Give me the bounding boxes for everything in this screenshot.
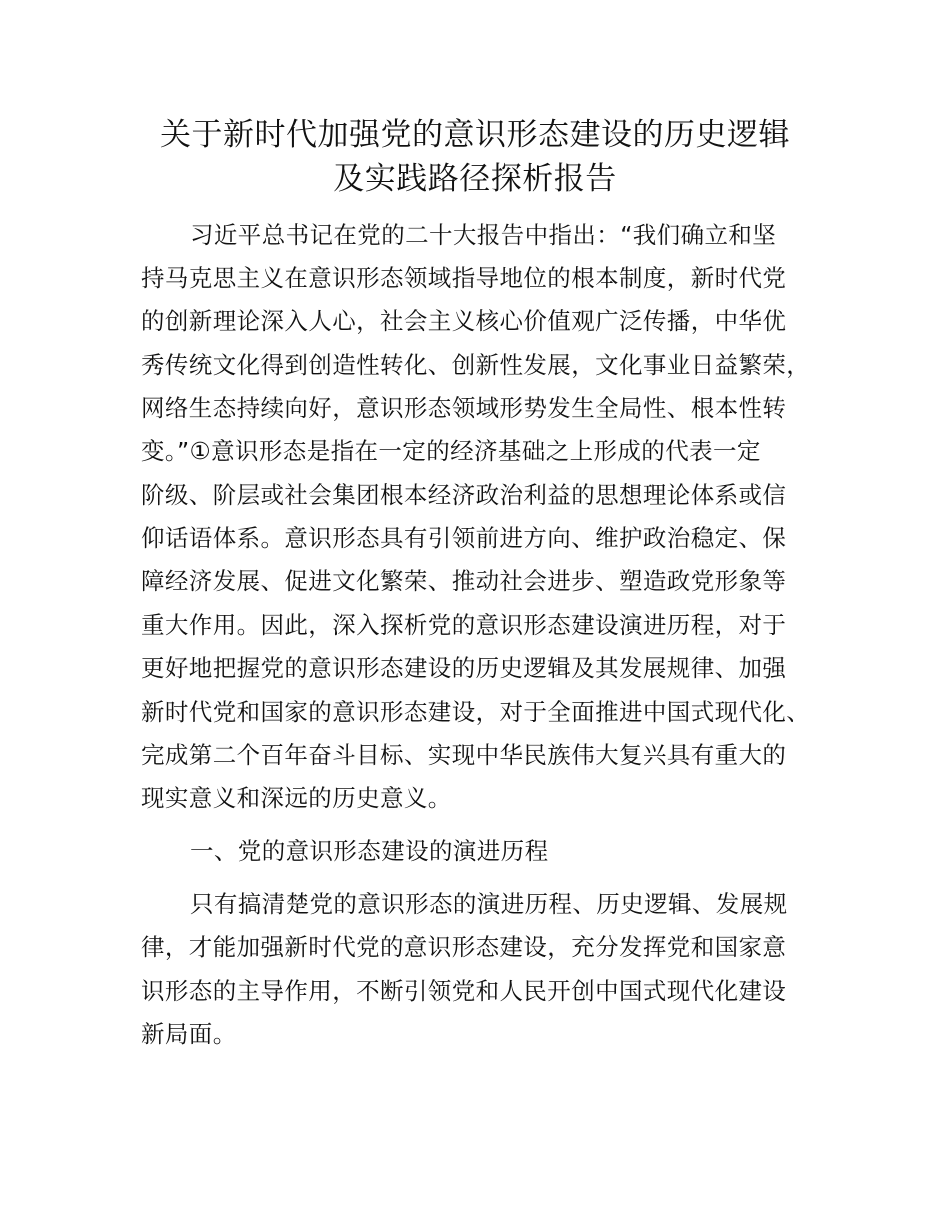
paragraph-2-line: 识形态的主导作用，不断引领党和人民开创中国式现代化建设 bbox=[141, 977, 787, 1005]
paragraph-2-line: 新局面。 bbox=[141, 1020, 237, 1048]
paragraph-1-line: 障经济发展、促进文化繁荣、推动社会进步、塑造政党形象等 bbox=[141, 567, 787, 595]
paragraph-1-line: 仰话语体系。意识形态具有引领前进方向、维护政治稳定、保 bbox=[141, 524, 787, 552]
paragraph-1-line: 新时代党和国家的意识形态建设，对于全面推进中国式现代化、 bbox=[141, 698, 811, 726]
section-1-heading: 一、党的意识形态建设的演进历程 bbox=[190, 837, 549, 865]
paragraph-2-line: 律，才能加强新时代党的意识形态建设，充分发挥党和国家意 bbox=[141, 933, 787, 961]
paragraph-1-line: 的创新理论深入人心，社会主义核心价值观广泛传播，中华优 bbox=[141, 307, 787, 335]
paragraph-1-line: 阶级、阶层或社会集团根本经济政治利益的思想理论体系或信 bbox=[141, 481, 787, 509]
paragraph-1-line: 更好地把握党的意识形态建设的历史逻辑及其发展规律、加强 bbox=[141, 654, 787, 682]
paragraph-1-line: 变。”①意识形态是指在一定的经济基础之上形成的代表一定 bbox=[141, 437, 761, 465]
document-title-line-2: 及实践路径探析报告 bbox=[333, 161, 617, 197]
paragraph-1-line: 完成第二个百年奋斗目标、实现中华民族伟大复兴具有重大的 bbox=[141, 741, 787, 769]
document-title-line-1: 关于新时代加强党的意识形态建设的历史逻辑 bbox=[160, 117, 790, 153]
paragraph-1-line: 现实意义和深远的历史意义。 bbox=[141, 784, 452, 812]
paragraph-1-line: 秀传统文化得到创造性转化、创新性发展，文化事业日益繁荣， bbox=[141, 351, 811, 379]
paragraph-2-line: 只有搞清楚党的意识形态的演进历程、历史逻辑、发展规 bbox=[190, 890, 788, 918]
paragraph-1-line: 重大作用。因此，深入探析党的意识形态建设演进历程，对于 bbox=[141, 611, 787, 639]
paragraph-1-line: 持马克思主义在意识形态领域指导地位的根本制度，新时代党 bbox=[141, 264, 787, 292]
paragraph-1-line: 网络生态持续向好，意识形态领域形势发生全局性、根本性转 bbox=[141, 394, 787, 422]
paragraph-1-line: 习近平总书记在党的二十大报告中指出：“我们确立和坚 bbox=[190, 221, 777, 249]
